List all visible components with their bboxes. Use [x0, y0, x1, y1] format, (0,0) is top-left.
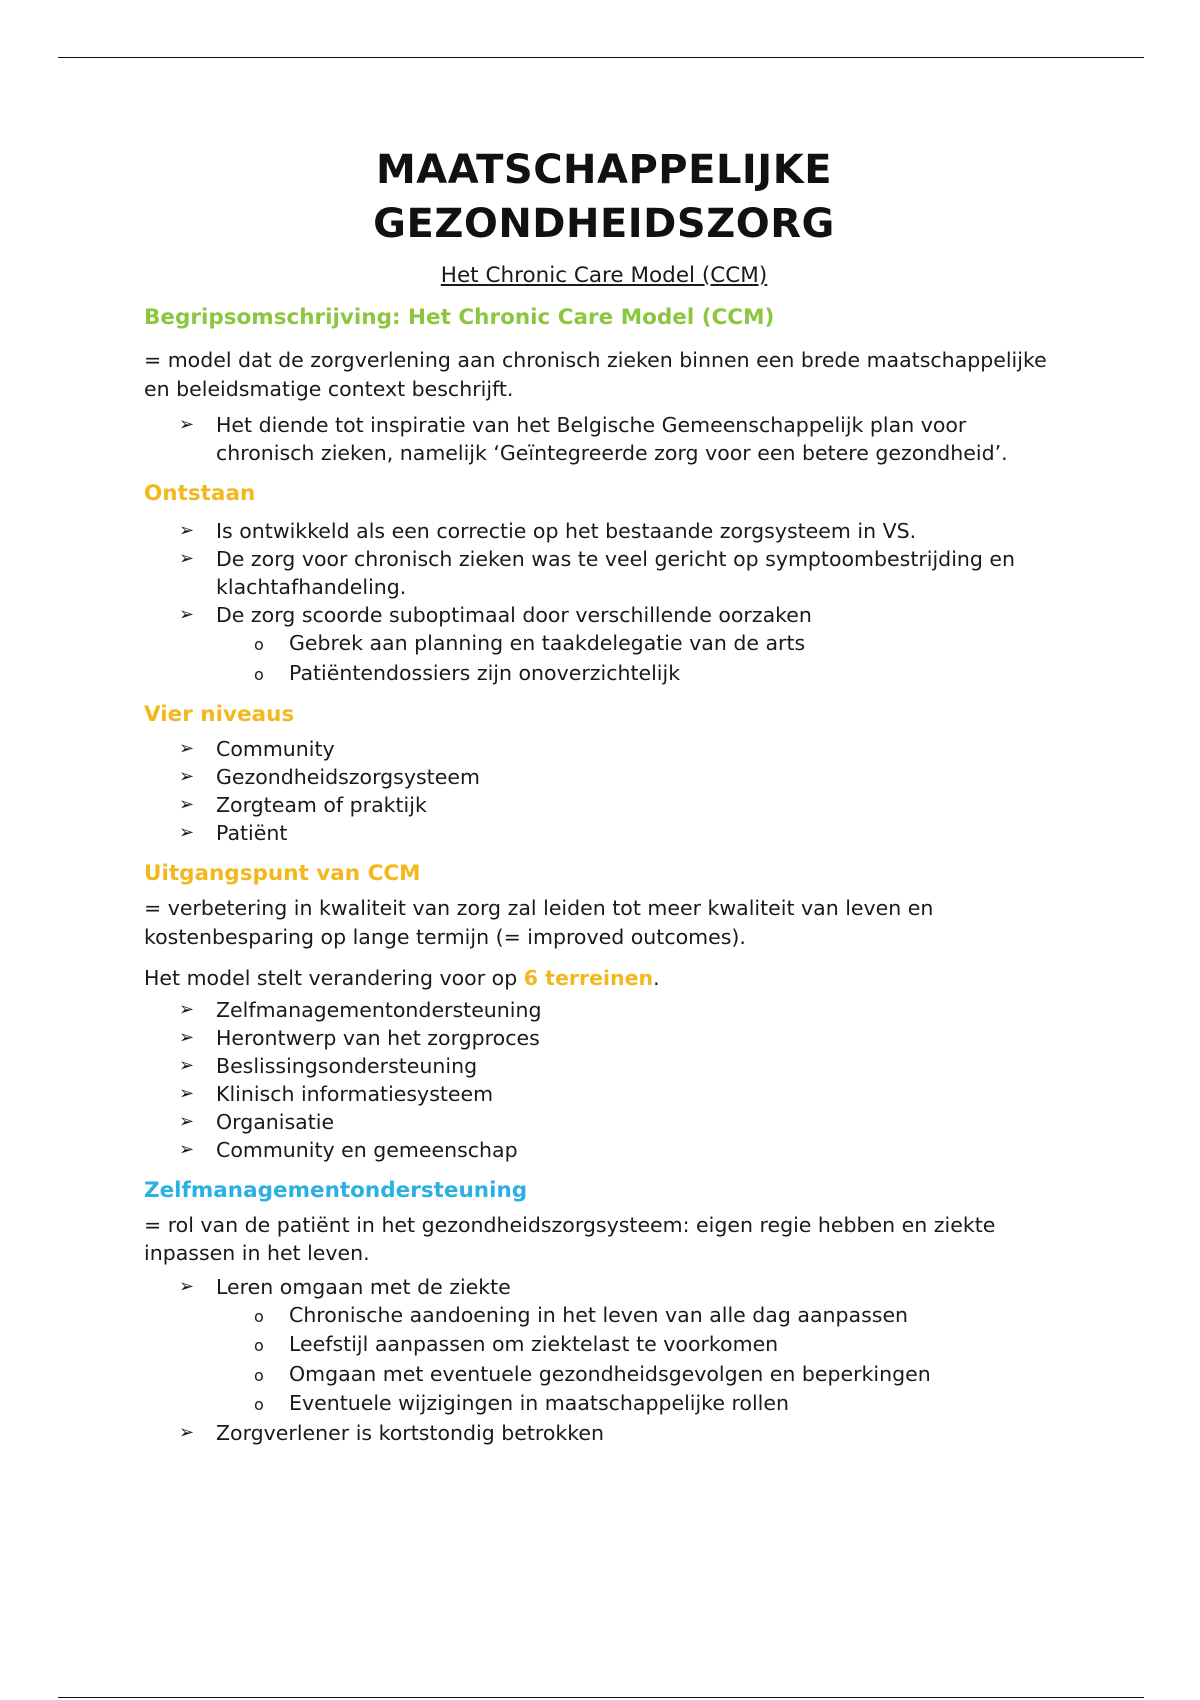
begrip-list — [144, 411, 1064, 467]
sub-list-item: o Chronische aandoening in het leven van alle dag aanpassen — [144, 1301, 1064, 1331]
niveaus-list — [144, 735, 1064, 847]
document-body — [144, 143, 1064, 1447]
terreinen-suffix: . — [653, 966, 660, 990]
list-item: ➢ Patiënt — [144, 819, 1064, 847]
list-item: ➢ Community en gemeenschap — [144, 1136, 1064, 1164]
zelfmanagement-text: = rol van de patiënt in het gezondheidszorgsysteem: eigen regie hebben en ziekte inpassen in het leven. — [144, 1212, 996, 1265]
terreinen-highlight: 6 terreinen — [523, 966, 654, 990]
heading-zelfmanagement: Zelfmanagementondersteuning — [144, 1177, 528, 1203]
title-line-2: GEZONDHEIDSZORG — [373, 201, 835, 247]
list-item: ➢ Het diende tot inspiratie van het Belgische Gemeenschappelijk plan voor chronisch zieken, namelijk ‘Geïntegreerde zorg voor een betere gezondheid’. — [144, 411, 1064, 467]
heading-uitgangspunt: Uitgangspunt van CCM — [144, 861, 421, 886]
header-rule — [58, 57, 1144, 58]
document-title — [144, 143, 1064, 251]
sub-list-item: o Eventuele wijzigingen in maatschappelijke rollen — [144, 1389, 1064, 1419]
uitgangspunt-text: = verbetering in kwaliteit van zorg zal leiden tot meer kwaliteit van leven en kostenbesparing op lange termijn (= improved outcomes). — [144, 896, 934, 949]
sub-list-item: o Gebrek aan planning en taakdelegatie van de arts — [144, 629, 1064, 659]
terreinen-prefix: Het model stelt verandering voor op — [144, 966, 524, 990]
list-item: ➢ Zorgteam of praktijk — [144, 791, 1064, 819]
document-subtitle: Het Chronic Care Model (CCM) — [440, 263, 768, 288]
list-item: ➢ Herontwerp van het zorgproces — [144, 1024, 1064, 1052]
list-item: ➢ Klinisch informatiesysteem — [144, 1080, 1064, 1108]
definition-text: = model dat de zorgverlening aan chronisch zieken binnen een brede maatschappelijke en beleidsmatige context beschrijft. — [144, 348, 1047, 401]
sub-list-item: o Patiëntendossiers zijn onoverzichtelijk — [144, 659, 1064, 689]
heading-vier-niveaus: Vier niveaus — [144, 702, 295, 727]
title-line-1: MAATSCHAPPELIJKE — [375, 147, 833, 193]
heading-ontstaan: Ontstaan — [144, 481, 256, 506]
list-item: ➢ Community — [144, 735, 1064, 763]
terreinen-text — [144, 964, 1064, 993]
footer-rule — [58, 1697, 1144, 1698]
sub-list-item: o Leefstijl aanpassen om ziektelast te voorkomen — [144, 1330, 1064, 1360]
list-item: ➢ Organisatie — [144, 1108, 1064, 1136]
sub-list-item: o Omgaan met eventuele gezondheidsgevolgen en beperkingen — [144, 1360, 1064, 1390]
list-item: ➢ De zorg voor chronisch zieken was te veel gericht op symptoombestrijding en klachtafhandeling. — [144, 545, 1064, 601]
list-item: ➢ De zorg scoorde suboptimaal door verschillende oorzaken — [144, 601, 1064, 629]
list-item: ➢ Beslissingsondersteuning — [144, 1052, 1064, 1080]
list-item: ➢ Zorgverlener is kortstondig betrokken — [144, 1419, 1064, 1447]
list-item: ➢ Gezondheidszorgsysteem — [144, 763, 1064, 791]
terreinen-list — [144, 996, 1064, 1164]
zelfmanagement-list — [144, 1273, 1064, 1447]
list-item: ➢ Is ontwikkeld als een correctie op het bestaande zorgsysteem in VS. — [144, 517, 1064, 545]
ontstaan-list — [144, 517, 1064, 688]
list-item: ➢ Zelfmanagementondersteuning — [144, 996, 1064, 1024]
heading-begripsomschrijving: Begripsomschrijving: Het Chronic Care Model (CCM) — [144, 305, 775, 330]
list-item: ➢ Leren omgaan met de ziekte — [144, 1273, 1064, 1301]
